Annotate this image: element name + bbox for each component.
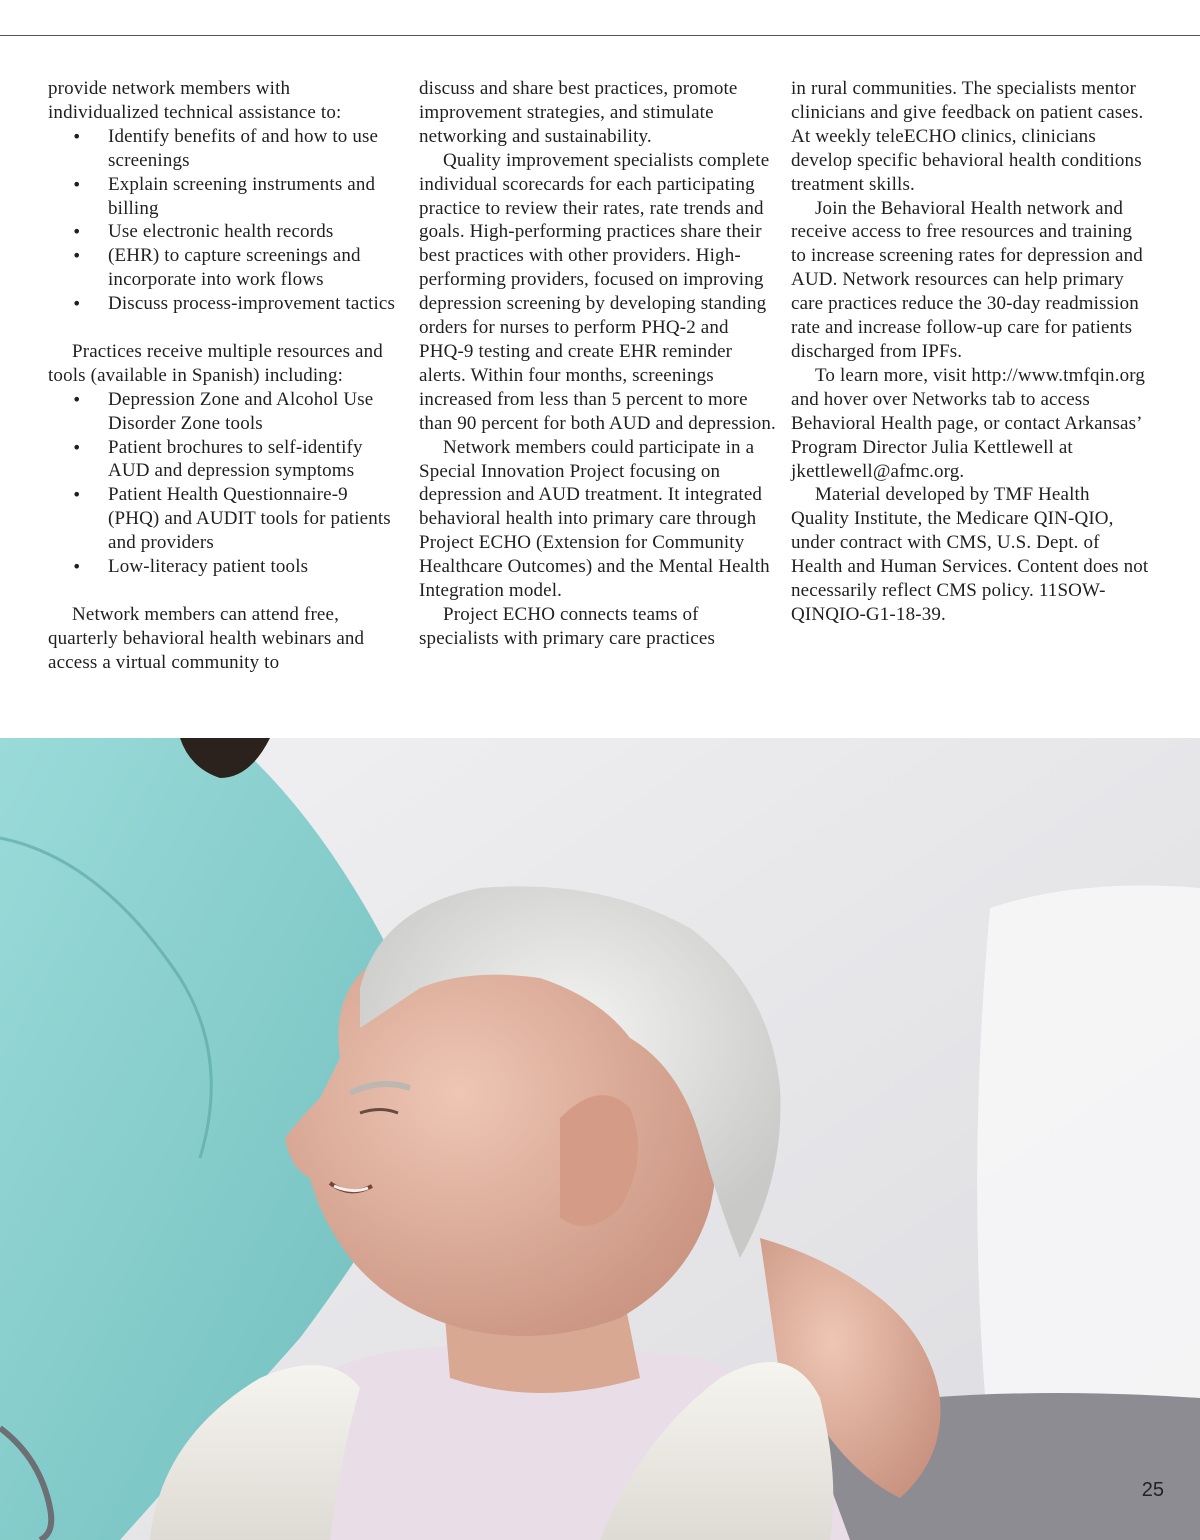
paragraph: Project ECHO connects teams of specialists with primary care practices (419, 603, 716, 649)
paragraph: Join the Behavioral Health network and receive access to free resources and training to increase screening rates for depression and AUD. Network resources can help primary care practices reduce the 30-day readmission rate and increase follow-up care for patients discharged from IPFs. (791, 197, 1143, 362)
bullet-icon: • (72, 174, 82, 194)
bullet-list-assistance (48, 125, 400, 316)
photo-illustration (0, 738, 1200, 1540)
list-item: • Low-literacy patient tools (72, 556, 309, 578)
paragraph: Material developed by TMF Health Quality Institute, the Medicare QIN-QIO, under contract with CMS, U.S. Dept. of Health and Human Services. Content does not necessarily reflect CMS policy. 11SOW-QINQIO-G1-18-39. (791, 484, 1149, 625)
bullet-icon: • (72, 389, 82, 409)
paragraph: in rural communities. The specialists mentor clinicians and give feedback on patient cases. At weekly teleECHO clinics, clinicians develop specific behavioral health conditions treatment skills. (791, 78, 1144, 195)
page-number: 25 (1141, 1479, 1164, 1501)
paragraph: Network members can attend free, quarterly behavioral health webinars and access a virtual community to (48, 603, 365, 673)
list-item: • Depression Zone and Alcohol Use Disorder Zone tools (72, 388, 374, 434)
list-item: • Patient brochures to self-identify AUD and depression symptoms (72, 436, 363, 482)
paragraph: To learn more, visit http://www.tmfqin.org and hover over Networks tab to access Behavioral Health page, or contact Arkansas’ Program Director Julia Kettlewell at jkettlewell@afmc.org. (791, 364, 1146, 482)
paragraph: Network members could participate in a Special Innovation Project focusing on depression and AUD treatment. It integrated behavioral health into primary care through Project ECHO (Extension for Community Healthcare Outcomes) and the Mental Health Integration model. (419, 436, 770, 602)
list-item: • Use electronic health records (72, 221, 334, 243)
text-column-2 (419, 77, 777, 651)
list-item: • Identify benefits of and how to use screenings (72, 125, 379, 171)
bullet-icon: • (72, 222, 82, 242)
text-column-1 (48, 77, 400, 675)
bullet-icon: • (72, 485, 82, 505)
paragraph: Quality improvement specialists complete individual scorecards for each participating practice to review their rates, rate trends and goals. High-performing practices share their best practices with other providers. High-performing providers, focused on improving depression screening by developing standing orders for nurses to perform PHQ-2 and PHQ-9 testing and create EHR reminder alerts. Within four months, screenings increased from less than 5 percent to more than 90 percent for both AUD and depression. (419, 149, 776, 434)
paragraph: provide network members with individualized technical assistance to: (48, 78, 342, 123)
photo-nurse-with-elderly-patient (0, 738, 1200, 1540)
text-column-3 (791, 77, 1149, 627)
bullet-icon: • (72, 437, 82, 457)
top-rule (0, 35, 1200, 36)
paragraph: Practices receive multiple resources and tools (available in Spanish) including: (48, 340, 383, 386)
bullet-icon: • (72, 126, 82, 146)
list-item: • Patient Health Questionnaire-9 (PHQ) and AUDIT tools for patients and providers (72, 484, 391, 554)
list-item: • (EHR) to capture screenings and incorporate into work flows (72, 245, 361, 291)
bullet-icon: • (72, 557, 82, 577)
bullet-icon: • (72, 294, 82, 314)
bullet-icon: • (72, 246, 82, 266)
bullet-list-resources (48, 388, 400, 579)
paragraph: discuss and share best practices, promote improvement strategies, and stimulate networking and sustainability. (419, 78, 738, 147)
list-item: • Discuss process-improvement tactics (72, 293, 396, 315)
list-item: • Explain screening instruments and billing (72, 173, 376, 219)
